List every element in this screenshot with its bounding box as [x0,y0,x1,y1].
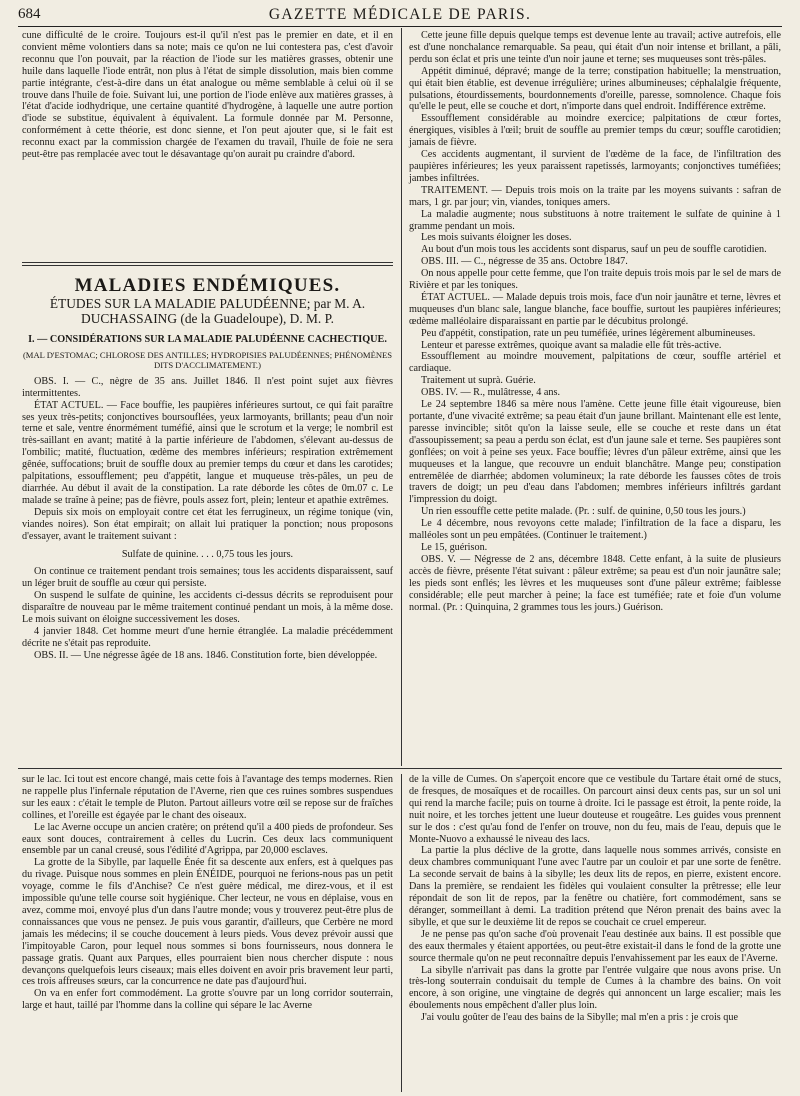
chapter-subtitle: (MAL D'ESTOMAC; CHLOROSE DES ANTILLES; HYDROPISIES PALUDÉENNES; PHÉNOMÈNES DITS D'ACCLIMATEMENT.) [22,349,393,371]
paragraph: Appétit diminué, dépravé; mange de la terre; constipation habituelle; la menstruation, qui était bien établie, est devenue irrégulière; urines albumineuses; céphalalgie fréquente, pulsations, étourdissements, bourdonnements d'oreille, paresse, somnolence. Chaque fois qu'elle le peut, elle se couche et dort, n'importe dans quel endroit. Indifférence extrême. [409,65,781,113]
paragraph: Le lac Averne occupe un ancien cratère; on prétend qu'il a 400 pieds de profondeur. Ses eaux sont douces, contrairement à celles du Lucrin. Ces deux lacs communiquent ensemble par un canal creusé, sous l'édilité d'Agrippa, par 20,000 esclaves. [22,821,393,857]
paragraph: On nous appelle pour cette femme, que l'on traite depuis trois mois par le sel de mars de Rivière et par les toniques. [409,268,781,292]
paragraph: OBS. I. — C., nègre de 35 ans. Juillet 1846. Il n'est point sujet aux fièvres intermittentes. [22,375,393,399]
paragraph: Peu d'appétit, constipation, rate un peu tuméfiée, urines légèrement albumineuses. [421,327,756,339]
section-rule-lower [22,265,393,266]
paragraph: Depuis six mois on employait contre cet état les ferrugineux, un régime tonique (vin, viandes noires). Son état empirait; on allait lui pratiquer la ponction; nous proposons d'essayer, avant le traitement suivant : [22,506,393,542]
paragraph: Lenteur et paresse extrêmes, quoique avant sa maladie elle fût très-active. [421,339,722,351]
paragraph: OBS. III. — C., négresse de 35 ans. Octobre 1847. [421,256,628,268]
article-title: ÉTUDES SUR LA MALADIE PALUDÉENNE; par M. A. DUCHASSAING (de la Guadeloupe), D. M. P. [49,295,366,327]
paragraph: cune difficulté de le croire. Toujours est-il qu'il n'est pas le premier en date, et il en convient même volontiers dans sa note; mais ce qu'on ne lui contestera pas, c'est d'avoir reconnu que l'on pouvait, par la réaction de l'iode sur les matières grasses, obtenir une huile dans laquelle l'iode entrât, non plus à l'état de simple dissolution, mais bien comme partie intégrante, c'est-à-dire dans un état analogue ou même semblable à celui où il se trouve dans l'huile de foie. Suivant lui, une portion de l'iode enlève aux matières grasses, à l'état d'acide iodhydrique, une certaine quantité d'hydrogène, à laquelle une autre portion d'iode se substitue, équivalent à équivalent. La formule donnée par M. Personne, conformément à cette théorie, est donc sienne, et l'on peut ajouter que, si le fait est reconnu exact par la commission chargée de l'examen du travail, l'huile de foie ne sera peut-être pas remplacée avec tout le désavantage qu'on aurait pu craindre d'abord. [22,30,393,161]
paragraph: Cette jeune fille depuis quelque temps est devenue lente au travail; active autrefois, elle est d'une nonchalance remarquable. Sa peau, qui était d'un noir intense et brillant, a pâli, perdu son éclat et pris une teinte d'un noir jaune et terne; ses muqueuses sont très-pâles. [409,30,781,65]
paragraph: OBS. IV. — R., mulâtresse, 4 ans. [421,387,561,399]
page-number: 684 [18,6,41,22]
paragraph: Ces accidents augmentant, il survient de l'œdème de la face, de l'infiltration des paupières inférieures; les yeux paraissent rapetissés, larmoyants; conjonctives tuméfiées; jambes infiltrées. [409,149,781,184]
column-3-feuilleton [22,774,393,1012]
section-heading: MALADIES ENDÉMIQUES. [74,275,341,296]
feuilleton-rule [18,768,782,769]
paragraph: Les mois suivants éloigner les doses. [421,232,572,244]
prescription-line: Sulfate de quinine. . . . 0,75 tous les jours. [121,548,294,560]
paragraph: Le 15, guérison. [421,541,488,553]
paragraph: OBS. II. — Une négresse âgée de 18 ans. 1846. Constitution forte, bien développée. [34,649,378,661]
column-4-feuilleton [409,774,781,1024]
paragraph: Au bout d'un mois tous les accidents sont disparus, sauf un peu de souffle carotidien. [421,244,767,256]
paragraph: Le 4 décembre, nous revoyons cette malade; l'infiltration de la face a disparu, les malléoles sont un peu empâtées. (Continuer le traitement.) [409,518,781,542]
paragraph: On suspend le sulfate de quinine, les accidents ci-dessus décrits se reproduisent pour disparaître de nouveau par le même traitement continué pendant un mois, à la même dose. Le mois suivant on éloigne successivement les doses. [22,590,393,626]
paragraph: Essoufflement au moindre mouvement, palpitations de cœur, souffle artériel et cardiaque. [409,351,781,375]
paragraph: J'ai voulu goûter de l'eau des bains de la Sibylle; mal m'en a pris : je crois que [421,1012,738,1024]
paragraph: La partie la plus déclive de la grotte, dans laquelle nous sommes arrivés, consiste en deux chambres communiquant l'une avec l'autre par un couloir et par une sorte de fenêtre. La seconde servait de bains à la sibylle; les deux lits de repos, en pierre, existent encore. Dans la première, se rendaient les fidèles qui voulaient consulter la prêtresse; elle leur répondait de son lit de repos, par la fenêtre ou chatière, fort commodément, sans se déranger, sommeillant à demi. La tradition prétend que Néron prenait des bains avec la sibylle, et que sur le deuxième lit de repos se couchait ce cruel empereur. [409,845,781,928]
paragraph: 4 janvier 1848. Cet homme meurt d'une hernie étranglée. La maladie précédemment décrite ne s'était pas reproduite. [22,625,393,649]
paragraph: Traitement ut suprà. Guérie. [421,375,536,387]
paragraph: OBS. V. — Négresse de 2 ans, décembre 1848. Cette enfant, à la suite de plusieurs accès de fièvre, présente l'état suivant : pâleur extrême; sa peau est d'un noir jaunâtre sale; les pieds sont enflés; les lèvres et les muqueuses sont d'une pâleur extrême; faiblesse considérable; elle peut marcher à peine; la face est tuméfiée; rate et foie d'un volume normal. (Pr. : Quinquina, 2 grammes tous les jours.) Guérison. [409,553,781,613]
paragraph: On continue ce traitement pendant trois semaines; tous les accidents disparaissent, sauf un léger bruit de souffle au cœur qui persiste. [22,566,393,590]
column-1-article [22,270,393,662]
column-rule-top [401,28,402,766]
paragraph: Je ne pense pas qu'on sache d'où provenait l'eau destinée aux bains. Il est possible que des eaux thermales y étaient apportées, ou peut-être existait-il dans le fond de la grotte une source thermale qu'on ne peut reconnaître depuis l'envahissement par les eaux de l'Averne. [409,928,781,964]
column-2 [409,30,781,613]
running-title: GAZETTE MÉDICALE DE PARIS. [268,6,532,23]
section-rule-upper [22,262,393,263]
paragraph: On va en enfer fort commodément. La grotte s'ouvre par un long corridor souterrain, large et haut, taillé par l'homme dans la colline qui sépare le lac Averne [22,988,393,1012]
column-rule-bottom [401,774,402,1092]
paragraph: La maladie augmente; nous substituons à notre traitement le sulfate de quinine à 1 gramme pendant un mois. [409,208,781,232]
paragraph: La grotte de la Sibylle, par laquelle Énée fit sa descente aux enfers, est à quelques pas du rivage. Puisque nous sommes en plein ÉNÉIDE, pourquoi ne ferions-nous pas un petit voyage, comme le fils d'Anchise? Ce n'est guère médical, me direz-vous, et il est impossible qu'une telle course soit hygiénique. Cher lecteur, ne vous en déplaise, vous en avez, comme moi, envoyé plus d'un dans l'autre monde; vous y trouverez peut-être plus de connaissances que vous ne pensez. Je puis vous garantir, d'ailleurs, que Cerbère ne mord jamais les médecins; il se couche doucement à leurs pieds. Vous devez prévoir aussi que l'impitoyable Caron, pour lequel nous sommes si bons fournisseurs, nous donnera le passage gratis. Quant aux Parques, elles pourraient bien nous chercher dispute : nous devançons quelquefois leurs ciseaux; mais elles doivent en avoir pris bravement leur parti, ces trois affreuses sœurs, car la concurrence ne date pas d'aujourd'hui. [22,857,393,988]
page-header [18,4,782,27]
column-1-top [22,30,393,161]
paragraph: ÉTAT ACTUEL. — Malade depuis trois mois, face d'un noir jaunâtre et terne, lèvres et muqueuses d'un blanc sale, langue blanche, face bouffie, surtout les paupières inférieures; œdème malléolaire disparaissant en partie par le décubitus prolongé. [409,291,781,327]
paragraph: Essoufflement considérable au moindre exercice; palpitations de cœur fortes, énergiques, visibles à l'œil; bruit de souffle au premier temps du cœur; souffle carotidien; jamais de fièvre. [409,113,781,149]
paragraph: TRAITEMENT. — Depuis trois mois on la traite par les moyens suivants : safran de mars, 1 gr. par jour; vin, viandes, toniques amers. [409,184,781,208]
paragraph: La sibylle n'arrivait pas dans la grotte par l'entrée vulgaire que nous avons prise. Un très-long souterrain conduisait du temple de Cumes à la chambre des bains. On voit encore, à son origine, une vingtaine de degrés qui annoncent un large escalier; mais les éboulements nous empêchent d'aller plus loin. [409,964,781,1012]
paragraph: ÉTAT ACTUEL. — Face bouffie, les paupières inférieures surtout, ce qui fait paraître ses yeux très-petits; conjonctives boursouflées, yeux larmoyants, brillants; peau d'un noir terne et sale, ventre énormément tuméfié, ainsi que le scrotum et la verge; le nombril est très-saillant en avant; matité à la partie inférieure de l'abdomen, s'élevant au-dessus de l'ombilic; matité, fluctuation, œdème des membres inférieurs; respiration extrêmement gênée, suffocations; bruit de souffle doux au premier temps du cœur et dans les carotides; palpitations, essoufflement; peu d'appétit, langue et muqueuse très-pâles, un peu de diarrhée. Au début il avait de la constipation. La rate déborde les côtes de 0m.07 c. Le malade se traîne à peine; pas de fièvre, pouls assez fort, plein; lenteur et apathie extrêmes. [22,399,393,506]
chapter-heading: I. — CONSIDÉRATIONS SUR LA MALADIE PALUDÉENNE CACHECTIQUE. [28,333,387,345]
paragraph: Un rien essouffle cette petite malade. (Pr. : sulf. de quinine, 0,50 tous les jours.) [421,506,746,518]
paragraph: sur le lac. Ici tout est encore changé, mais cette fois à l'avantage des temps modernes. Rien ne rappelle plus l'infernale réputation de l'Averne, rien que ces ruines sombres suspendues sur les eaux : c'était le temple de Pluton. Partout ailleurs votre œil se repose sur de fraîches collines, et l'oreille est égayée par le chant des oiseaux. [22,774,393,821]
paragraph: Le 24 septembre 1846 sa mère nous l'amène. Cette jeune fille était vigoureuse, bien portante, d'une vivacité extrême; sa peau était d'un jaune brillant. Maintenant elle est lente, paresse invincible; sitôt qu'on la laisse seule, elle se couche et reste dans un état d'assoupissement; sa peau a perdu son éclat, est d'un jaune sale et terne. Ses paupières sont gonflées; on voit à peine ses yeux. Face bouffie; lèvres d'un pâleur extrême, ainsi que les muqueuses et la langue, que recouvre un enduit blanchâtre. Mange peu; constipation entremêlée de diarrhée; abdomen volumineux; la rate déborde les fausses côtes de trois travers de doigt; un peu d'eau dans l'abdomen; membres inférieurs infiltrés gardant l'impression du doigt. [409,399,781,506]
paragraph: de la ville de Cumes. On s'aperçoit encore que ce vestibule du Tartare était orné de stucs, de fresques, de mosaïques et de rocailles. On parcourt ainsi deux cents pas, sur un sol uni qui rend la marche facile; puis on tourne à droite. Ici le passage est étroit, la pente roide, la nuit noire, et les torches jettent une lueur douteuse et rougeâtre. Les guides vous prennent sur le dos : c'est qu'au fond de l'enfer on trouve, non du feu, mais de l'eau, depuis que le Monte-Nuovo a exhaussé le niveau des lacs. [409,774,781,845]
